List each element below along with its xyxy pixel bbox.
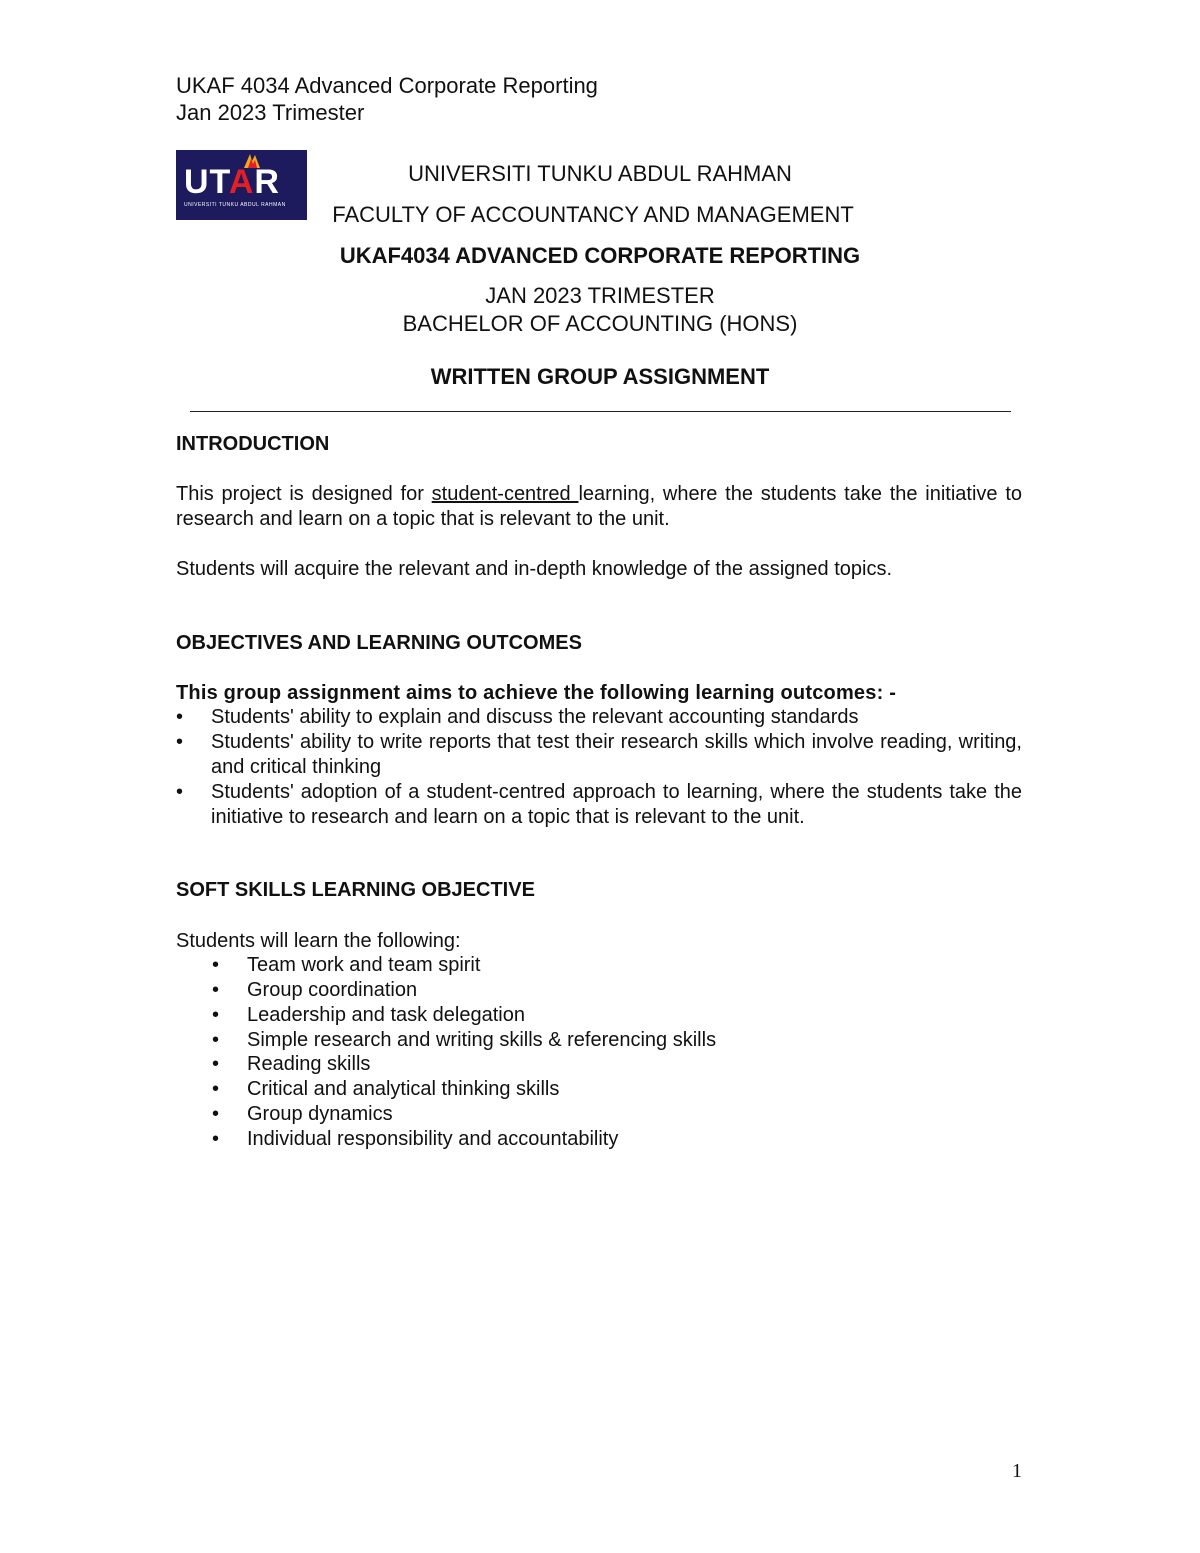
soft-skills-heading: SOFT SKILLS LEARNING OBJECTIVE: [176, 879, 535, 901]
introduction-paragraph-2: Students will acquire the relevant and in-depth knowledge of the assigned topics.: [176, 558, 893, 580]
bullet-icon: •: [176, 731, 184, 753]
bullet-icon: •: [212, 1029, 220, 1051]
course-title: UKAF4034 ADVANCED CORPORATE REPORTING: [339, 243, 861, 268]
objective-item: • Students' ability to explain and discuss the relevant accounting standards: [176, 706, 859, 728]
bullet-icon: •: [212, 954, 220, 976]
bullet-icon: •: [212, 979, 220, 1001]
logo-subtitle: UNIVERSITI TUNKU ABDUL RAHMAN: [184, 202, 286, 208]
page-number: 1: [1012, 1460, 1022, 1482]
bullet-icon: •: [212, 1078, 220, 1100]
objectives-heading: OBJECTIVES AND LEARNING OUTCOMES: [176, 632, 582, 654]
bullet-icon: •: [176, 706, 184, 728]
introduction-heading: INTRODUCTION: [176, 433, 330, 455]
university-name: UNIVERSITI TUNKU ABDUL RAHMAN: [408, 161, 792, 186]
logo-wordmark: UTAR: [184, 163, 280, 201]
objective-item: • Students' ability to write reports that test their research skills which involve reading, writing, and critical thinking: [176, 731, 1022, 778]
objectives-lead: This group assignment aims to achieve the following learning outcomes: -: [176, 682, 897, 704]
soft-skills-lead: Students will learn the following:: [176, 930, 461, 952]
running-header-course: UKAF 4034 Advanced Corporate Reporting: [176, 73, 598, 98]
bullet-icon: •: [212, 1053, 220, 1075]
bullet-icon: •: [212, 1004, 220, 1026]
document-page: UKAF 4034 Advanced Corporate Reporting Jan 2023 Trimester UTAR UNIVERSITI TUNKU ABDUL RAHMAN UNIVERSITI TUNKU ABDUL RAHMAN FACULTY OF ACCOUNTANCY AND MANAGEMENT UKAF4034 ADVANCED CORPORATE REPORTING JAN 2023 TRIMESTER BACHELOR OF ACCOUNTING (HONS) WRITTEN GROUP ASSIGNMENT INTRODUCTION This project is designed for student-centred learning, where the students take the initiative to research and learn on a topic that is relevant to the unit. Students will acquire the relevant and in-depth knowledge of the assigned topics. OBJECTIVES AND LEARNING OUTCOMES This group assignment aims to achieve the following learning outcomes: - • Students' ability to explain and discuss the relevant accounting standards • Students' ability to write reports that test their research skills which involve reading, writing, and critical thinking • Students' adoption of a student-centred approach to learning, where the students take the initiative to research and learn on a topic that is relevant to the unit. SOFT SKILLS LEARNING OBJECTIVE Students will learn the following: • Team work and team spirit • Group coordination • Leadership and task delegation • Simple research and writing skills & referencing skills • Reading skills • Critical and analytical thinking skills • Group dynamics • Individual responsibility and accountability 1: [0, 0, 1200, 1553]
title-divider: [190, 411, 1011, 412]
running-header-trimester: Jan 2023 Trimester: [176, 100, 365, 125]
assignment-title: WRITTEN GROUP ASSIGNMENT: [430, 364, 770, 389]
student-centred-term: student-centred: [431, 483, 579, 505]
faculty-name: FACULTY OF ACCOUNTANCY AND MANAGEMENT: [332, 202, 854, 227]
bullet-icon: •: [212, 1128, 220, 1150]
bullet-icon: •: [212, 1103, 220, 1125]
objective-item: • Students' adoption of a student-centred approach to learning, where the students take the initiative to research and learn on a topic that is relevant to the unit.: [176, 781, 1022, 828]
trimester-label: JAN 2023 TRIMESTER: [485, 283, 715, 308]
bullet-icon: •: [176, 781, 184, 803]
programme-label: BACHELOR OF ACCOUNTING (HONS): [402, 311, 798, 336]
introduction-paragraph-1: This project is designed for student-centred learning, where the students take the initiative to research and learn on a topic that is relevant to the unit.: [176, 483, 1023, 530]
